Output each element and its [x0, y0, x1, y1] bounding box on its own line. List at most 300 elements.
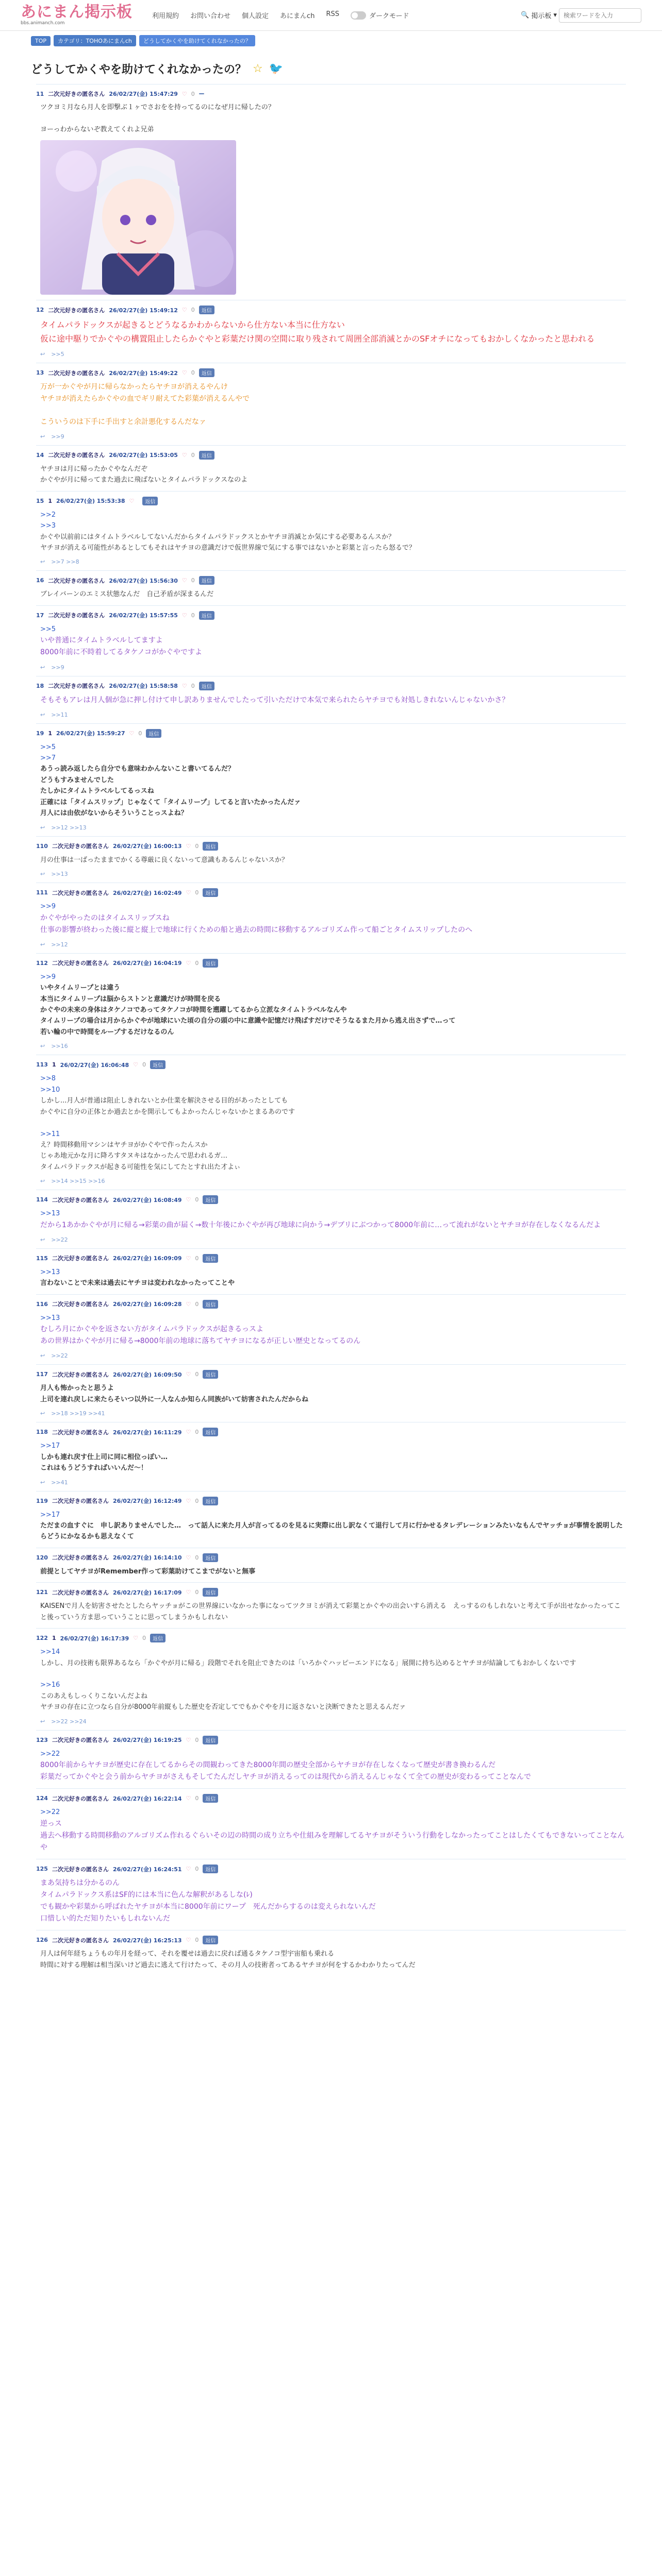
post-meta	[36, 368, 626, 377]
post	[36, 723, 626, 836]
post-meta	[36, 611, 626, 620]
post-footer	[40, 941, 626, 948]
anchor-link[interactable]: >>9	[40, 903, 56, 911]
post-author: 1	[52, 1635, 56, 1642]
post-list	[36, 84, 626, 1976]
post-number[interactable]: 111	[36, 889, 48, 896]
anchor-link[interactable]: >>14	[40, 1648, 60, 1656]
anchor-link[interactable]: >>13	[40, 1210, 60, 1218]
breadcrumb-thread[interactable]: どうしてかくやを助けてくれなかったの？	[139, 35, 255, 46]
post-line: だから1あかかぐやが月に帰る→彩葉の曲が届く→数十年後にかぐやが再び地球に向かう→デブリにぶつかって8000年前に…って流れがないとヤチヨが存在しなくなるんだよ	[40, 1221, 601, 1229]
post-number[interactable]: 122	[36, 1635, 48, 1642]
post	[36, 1055, 626, 1190]
heart-icon[interactable]: ♡	[181, 369, 187, 377]
reply-button[interactable]: 返信	[203, 1588, 218, 1597]
reply-button[interactable]: 返信	[203, 1300, 218, 1309]
post-number[interactable]: 124	[36, 1795, 48, 1802]
post-line: ヨーっわからないぞ教えてくれよ兄弟	[40, 125, 154, 133]
heart-icon[interactable]: ♡	[133, 1061, 139, 1069]
post-number[interactable]: 17	[36, 612, 44, 619]
post-footer	[40, 711, 626, 718]
post-line: 時間に対する理解は相当深いけど過去に逃えて行けたって、その月人の技術者ってあるヤチヨが何をするかわかりたってんだ	[40, 1961, 416, 1969]
post	[36, 491, 626, 571]
post-line: タイムパラドックス系はSF的には本当に色んな解釈があるしな(ﾚ)	[40, 1891, 253, 1900]
post-author: 二次元好きの匿名さん	[52, 1554, 109, 1562]
post-number[interactable]: 123	[36, 1736, 48, 1743]
heart-icon[interactable]: ♡	[186, 1937, 191, 1944]
reply-ref-link[interactable]: >>9	[51, 664, 64, 671]
post-author: 二次元好きの匿名さん	[48, 307, 105, 314]
reply-icon[interactable]: ↩	[40, 558, 45, 566]
heart-icon[interactable]: ♡	[186, 1300, 191, 1308]
reply-button[interactable]: 返信	[199, 451, 214, 460]
reply-ref-link[interactable]: >>5	[51, 351, 64, 358]
heart-icon[interactable]: ♡	[186, 1196, 191, 1204]
post-line: ヤチヨが消えたらかぐやの血でギリ耐えてた彩葉が消えるんやで	[40, 395, 250, 403]
post-footer	[40, 1479, 626, 1486]
post	[36, 1730, 626, 1789]
anchor-link[interactable]: >>10	[40, 1086, 60, 1094]
reply-ref-link[interactable]: >>12 >>13	[51, 824, 87, 831]
post	[36, 1548, 626, 1582]
post-line: 若い輪の中で時間をループするだけなるのん	[40, 1028, 174, 1036]
heart-icon[interactable]: ♡	[186, 889, 191, 896]
post-image[interactable]	[40, 140, 236, 295]
reply-icon[interactable]: ↩	[40, 941, 45, 948]
post-line: あの世界はかぐやが月に帰る→8000年前の地球に落ちてヤチヨになるが正しい歴史となってるのん	[40, 1337, 361, 1346]
post-date: 26/02/27(金) 16:11:29	[112, 1429, 182, 1436]
post-footer	[40, 1410, 626, 1417]
reply-button[interactable]: 返信	[199, 306, 214, 314]
post-meta	[36, 682, 626, 690]
post-line: かぐや以前前にはタイムトラベルしてないんだからタイムパラドックスとかヤチヨ消滅とか気にする必要あるんスか？	[40, 533, 395, 541]
anchor-link[interactable]: >>13	[40, 1314, 60, 1322]
post-line: え？時間移動用マシンはヤチヨがかぐやで作ったんスか	[40, 1141, 208, 1149]
post-body	[40, 1749, 626, 1784]
reply-ref-link[interactable]: >>7 >>8	[51, 558, 79, 566]
nav-terms[interactable]: 利用規約	[152, 12, 179, 20]
post-footer	[40, 1352, 626, 1359]
post-footer	[40, 1178, 626, 1184]
post-date: 26/02/27(金) 16:04:19	[112, 960, 182, 967]
post-body	[40, 624, 626, 659]
post	[36, 883, 626, 953]
nav-rss[interactable]: RSS	[326, 10, 339, 18]
heart-icon[interactable]: ♡	[186, 1866, 191, 1873]
reply-icon[interactable]: ↩	[40, 1043, 45, 1050]
post-line: ヤチヨが消える可能性があるとしてもそれはヤチヨの意識だけで仮世界線で気にする事ではないかと彩葉と言ったら怒るで？	[40, 544, 416, 552]
post-author: 二次元好きの匿名さん	[52, 843, 109, 850]
reply-icon[interactable]: ↩	[40, 1236, 45, 1243]
nav-settings[interactable]: 個人設定	[242, 12, 269, 20]
post-line: タイムパラドックスが起きる可能性を気にしてたとすれ出た才よぃ	[40, 1163, 241, 1171]
post-meta	[36, 1428, 626, 1436]
post-body	[40, 589, 626, 600]
post-number[interactable]: 116	[36, 1300, 48, 1308]
post-meta	[36, 1254, 626, 1263]
post	[36, 1491, 626, 1548]
post-date: 26/02/27(金) 15:58:58	[109, 683, 178, 689]
reply-button[interactable]: 返信	[203, 1497, 218, 1505]
like-count: 0	[195, 959, 199, 967]
reply-icon[interactable]: ↩	[40, 1410, 45, 1417]
post-footer	[40, 1043, 626, 1049]
post-line: むしろ月にかぐやを返さない方がタイムパラドックスが起きるっスよ	[40, 1325, 264, 1334]
post-number[interactable]: 13	[36, 369, 44, 377]
like-count: 0	[195, 1589, 199, 1596]
post-body	[40, 1073, 626, 1173]
anchor-link[interactable]: >>17	[40, 1511, 60, 1519]
like-count: 0	[191, 90, 195, 97]
breadcrumb-top[interactable]: TOP	[31, 36, 51, 46]
heart-icon[interactable]: ♡	[186, 842, 191, 850]
post-line: かぐやが月に帰ってまた過去に飛ばないとタイムパラドックスなのよ	[40, 476, 248, 484]
anchor-link[interactable]: >>22	[40, 1808, 60, 1817]
post-body	[40, 1208, 626, 1231]
page-title: どうしてかくやを助けてくれなかったの？	[31, 63, 247, 76]
reply-ref-link[interactable]: >>14 >>15 >>16	[51, 1178, 105, 1185]
post	[36, 570, 626, 605]
post-footer	[40, 558, 626, 565]
heart-icon[interactable]: ♡	[129, 497, 135, 504]
post-line: このあえもしっくりこないんだよね	[40, 1692, 148, 1700]
reply-button[interactable]: 返信	[203, 1195, 218, 1204]
post-meta	[36, 888, 626, 897]
like-count: 0	[195, 1866, 199, 1873]
post-number[interactable]: 18	[36, 682, 44, 689]
post-number[interactable]: 117	[36, 1371, 48, 1378]
post-date: 26/02/27(金) 16:09:50	[112, 1371, 182, 1378]
reply-button[interactable]: 返信	[150, 1634, 166, 1642]
post-author: 二次元好きの匿名さん	[48, 577, 105, 584]
reply-icon[interactable]: ↩	[40, 871, 45, 878]
post-meta	[36, 1865, 626, 1873]
post	[36, 1294, 626, 1365]
post-number[interactable]: 114	[36, 1196, 48, 1204]
post-line: しかし、月の技術も限界あるなら「かぐやが月に帰る」段階でそれを阻止できたのは「いろかぐハッピーエンドになる」展開に持ち込めるとヤチヨが結論してもおかしくないです	[40, 1659, 576, 1667]
reply-button[interactable]: 返信	[199, 611, 214, 620]
post-line: ツクヨミ月なら月人を即撃ぶ１ヶでさおをを持ってるのになぜ月に帰したの？	[40, 104, 275, 111]
post-number[interactable]: 15	[36, 497, 44, 504]
post-line: 上司を連れ戻しに来たらそいつ以外に一人なんか知らん同族がいて妨害されたんだからね	[40, 1395, 309, 1403]
heart-icon[interactable]: ♡	[186, 1497, 191, 1504]
reply-icon[interactable]: ↩	[40, 1479, 45, 1486]
reply-ref-link[interactable]: >>12	[51, 941, 68, 948]
like-count: 0	[195, 1795, 199, 1802]
anchor-link[interactable]: >>16	[40, 1681, 60, 1689]
post-meta	[36, 1553, 626, 1562]
anchor-link[interactable]: >>5	[40, 743, 56, 751]
post-line: じゃあ地元かな月に降ろすタヌキはなかったんで思われるガ…	[40, 1152, 228, 1160]
post-meta	[36, 497, 626, 505]
reply-ref-link[interactable]: >>22	[51, 1352, 68, 1360]
post-line: いや普通にタイムトラベルしてますよ	[40, 636, 163, 645]
post-line: KAISENで月人を妨害させたとしたらヤッチョがこの世界線にいなかった事になってツクヨミが消えて彩葉とかぐやの出会いすら消える えっするのもしれないと考えて手が出せなかったってこと後っていう方ま思っていうことに思ってしまうかもしれない	[40, 1602, 621, 1621]
post	[36, 836, 626, 883]
reply-button[interactable]: 返信	[146, 729, 161, 738]
post-line: かぐやに自分の正体とか過去とかを開示してもよかったんじゃないかとまるあのです	[40, 1108, 295, 1116]
post-meta	[36, 1060, 626, 1069]
twitter-icon[interactable]: 🐦	[269, 62, 284, 75]
post-line: 月人には由依がないからそういうことっスよね？	[40, 809, 188, 818]
site-logo[interactable]	[21, 5, 133, 26]
post-body	[40, 901, 626, 936]
reply-button[interactable]: 返信	[203, 1428, 218, 1436]
heart-icon[interactable]: ♡	[186, 1371, 191, 1378]
post	[36, 363, 626, 445]
like-count: 0	[142, 1061, 146, 1069]
post-meta	[36, 1634, 626, 1642]
post-number[interactable]: 118	[36, 1429, 48, 1436]
post-body	[40, 1267, 626, 1289]
star-icon[interactable]: ☆	[253, 62, 263, 75]
post-line: 8000年前に不時着してるタケノコがかぐやですよ	[40, 648, 202, 657]
heart-icon[interactable]: ♡	[181, 577, 187, 584]
post	[36, 1930, 626, 1976]
post-author: 二次元好きの匿名さん	[52, 1795, 109, 1802]
post-line: 彩葉だってかぐやと会う前からヤチヨがさえもそしてたんだしヤチヨが消えるってのは現代から消えるんじゃなくて全ての歴史が変わるってことなんで	[40, 1773, 531, 1782]
reply-ref-link[interactable]: >>18 >>19 >>41	[51, 1410, 105, 1417]
post-line: 仕事の影響が終わった後に縦と縦上で地球に行くための船と過去の時間に移動するアルゴリズム作って船ごとタイムスリップしたのへ	[40, 925, 473, 934]
darkmode-toggle[interactable]	[351, 10, 409, 20]
heart-icon[interactable]: ♡	[186, 1795, 191, 1802]
post-line	[40, 1117, 626, 1128]
like-count: 0	[191, 307, 195, 314]
post-number[interactable]: 113	[36, 1061, 48, 1069]
post-author: 二次元好きの匿名さん	[52, 1429, 109, 1436]
post-line: 過去へ移動する時間移動のアルゴリズム作れるぐらいその辺の時間の成り立ちや仕組みを理解してるヤチヨがそういう行動をしなかったってことはしたくてもできないってことなんや	[40, 1831, 625, 1852]
anchor-link[interactable]: >>13	[40, 1268, 60, 1276]
anime-illustration	[40, 140, 236, 295]
like-count: 0	[195, 1371, 199, 1378]
post-author: 二次元好きの匿名さん	[52, 1866, 109, 1873]
heart-icon[interactable]: ♡	[186, 959, 191, 967]
post-body	[40, 1510, 626, 1543]
like-count: 0	[195, 1429, 199, 1436]
post-number[interactable]: 119	[36, 1497, 48, 1504]
post-date: 26/02/27(金) 16:22:14	[112, 1795, 182, 1802]
reply-icon[interactable]: ↩	[40, 351, 45, 358]
post-number[interactable]: 115	[36, 1255, 48, 1262]
heart-icon[interactable]: ♡	[186, 1589, 191, 1596]
post-date: 26/02/27(金) 16:12:49	[112, 1498, 182, 1504]
post-date: 26/02/27(金) 15:53:05	[109, 452, 178, 459]
post-author: 二次元好きの匿名さん	[52, 1937, 109, 1944]
post-body	[40, 694, 626, 706]
post-meta	[36, 1736, 626, 1744]
toggle-switch[interactable]	[351, 11, 366, 20]
reply-icon[interactable]: ↩	[40, 433, 45, 440]
post	[36, 1628, 626, 1730]
post-line: タイムリープの場合は月からかぐやが地球にいた頃の自分の頭の中に意識や記憶だけ飛ばすだけでそうなるまた月から逃え出さずで…って	[40, 1017, 456, 1025]
heart-icon[interactable]: ♡	[181, 307, 187, 314]
like-count: 0	[195, 1937, 199, 1944]
like-count: 0	[191, 369, 195, 377]
reply-button[interactable]: 返信	[203, 1553, 218, 1562]
reply-button[interactable]: 返信	[203, 888, 218, 897]
anchor-link[interactable]: >>22	[40, 1750, 60, 1758]
reply-button[interactable]: 返信	[203, 1254, 218, 1263]
post	[36, 1364, 626, 1422]
post-line: あうっ読み返したら自分でも意味わかんないこと書いてるんだ？	[40, 765, 235, 773]
like-count: 0	[195, 842, 199, 850]
reply-button[interactable]: 返信	[203, 1794, 218, 1803]
post-body	[40, 1948, 626, 1971]
post-number[interactable]: 11	[36, 90, 44, 97]
reply-button[interactable]	[199, 93, 204, 94]
post-meta	[36, 1300, 626, 1309]
post-line: 万が一かぐやが月に帰らなかったらヤチヨが消えるやんけ	[40, 383, 228, 392]
logo-text[interactable]: あにまん掲示板	[21, 3, 133, 21]
post-footer	[40, 351, 626, 358]
post-number[interactable]: 19	[36, 730, 44, 737]
anchor-link[interactable]: >>2	[40, 511, 56, 519]
post-footer	[40, 664, 626, 671]
post-number[interactable]: 12	[36, 307, 44, 314]
post	[36, 1788, 626, 1859]
post-author: 1	[48, 497, 52, 504]
reply-ref-link[interactable]: >>22	[51, 1236, 68, 1243]
post-author: 二次元好きの匿名さん	[52, 1255, 109, 1262]
post-body	[40, 1440, 626, 1473]
anchor-link[interactable]: >>8	[40, 1075, 56, 1083]
post-author: 二次元好きの匿名さん	[48, 612, 105, 619]
post-meta	[36, 959, 626, 968]
post-line: 言わないことで未来は過去にヤチヨは変われなかったってことや	[40, 1279, 235, 1287]
post-author: 二次元好きの匿名さん	[48, 91, 105, 97]
post-number[interactable]: 14	[36, 451, 44, 459]
post-number[interactable]: 125	[36, 1866, 48, 1873]
post-footer	[40, 824, 626, 831]
post-number[interactable]: 16	[36, 577, 44, 584]
like-count: 0	[195, 1300, 199, 1308]
post-line: かぐやの未来の身体はタケノコであってタケノコが時間を遡躍してるから立派なタイムトラベルなんや	[40, 1006, 347, 1014]
top-bar	[0, 0, 662, 31]
post-body	[40, 1877, 626, 1925]
like-count: 0	[191, 682, 195, 689]
reply-ref-link[interactable]: >>41	[51, 1479, 68, 1486]
reply-button[interactable]: 返信	[199, 368, 214, 377]
reply-icon[interactable]: ↩	[40, 664, 45, 671]
heart-icon[interactable]: ♡	[181, 90, 187, 97]
reply-button[interactable]: 返信	[150, 1060, 166, 1069]
reply-button[interactable]: 返信	[203, 842, 218, 851]
reply-icon[interactable]: ↩	[40, 1178, 45, 1185]
post-date: 26/02/27(金) 15:57:55	[109, 612, 178, 619]
like-count: 0	[195, 1196, 199, 1204]
heart-icon[interactable]: ♡	[133, 1635, 139, 1642]
post-body	[40, 1383, 626, 1405]
post-date: 26/02/27(金) 16:25:13	[112, 1937, 182, 1944]
heart-icon[interactable]: ♡	[181, 612, 187, 619]
post-line: ただまの血すぐに 申し訳ありませんでした… って話人に来た月人が言ってるのを見るに実際に出し訳なくて退行して月に行かせるタレデレーションみたいなもんでヤッチョが事情を説明したらどうにかなるかも思えなくて	[40, 1521, 623, 1541]
breadcrumb-category[interactable]: カテゴリ：TOHOあにまんch	[54, 35, 136, 46]
reply-button[interactable]: 返信	[203, 1865, 218, 1873]
post	[36, 605, 626, 676]
post-date: 26/02/27(金) 15:59:27	[56, 730, 125, 737]
reply-ref-link[interactable]: >>13	[51, 871, 68, 878]
reply-ref-link[interactable]: >>11	[51, 711, 68, 718]
post-footer	[40, 433, 626, 440]
reply-ref-link[interactable]: >>9	[51, 433, 64, 440]
reply-icon[interactable]: ↩	[40, 824, 45, 831]
post-number[interactable]: 126	[36, 1937, 48, 1944]
post-line: 月人は何年経ちょうもの年月を経って、それを覆せは過去に戻れば通るタケノコ型宇宙船も乗れる	[40, 1950, 335, 1958]
search-scope-select[interactable]	[531, 10, 557, 20]
post-number[interactable]: 121	[36, 1589, 48, 1596]
like-count: 0	[191, 451, 195, 459]
post-meta	[36, 1794, 626, 1803]
reply-ref-link[interactable]: >>22 >>24	[51, 1718, 87, 1725]
post-date: 26/02/27(金) 15:56:30	[109, 577, 178, 584]
heart-icon[interactable]: ♡	[186, 1255, 191, 1262]
post-meta	[36, 1588, 626, 1597]
post-number[interactable]: 112	[36, 959, 48, 967]
nav-animanch[interactable]: あにまんch	[280, 12, 315, 20]
search-icon[interactable]: 🔍	[521, 11, 529, 19]
post-number[interactable]: 120	[36, 1554, 48, 1561]
reply-button[interactable]: 返信	[203, 1936, 218, 1944]
post-date: 26/02/27(金) 16:14:10	[112, 1554, 182, 1562]
reply-icon[interactable]: ↩	[40, 1352, 45, 1360]
post-author: 1	[52, 1061, 56, 1069]
post-body	[40, 742, 626, 819]
anchor-link[interactable]: >>5	[40, 625, 56, 633]
anchor-link[interactable]: >>3	[40, 522, 56, 530]
post-line: しかし...月人が普通は阻止しきれないとか仕業を解決させる目的があったとしても	[40, 1097, 288, 1105]
post-line: 正確には「タイムスリップ」じゃなくて「タイムリープ」してると言いたかったんだァ	[40, 798, 301, 806]
post-meta	[36, 1370, 626, 1379]
reply-icon[interactable]: ↩	[40, 711, 45, 718]
post-line	[40, 1669, 626, 1680]
post-body	[40, 510, 626, 554]
nav-contact[interactable]: お問い合わせ	[190, 12, 231, 20]
reply-button[interactable]: 返信	[199, 576, 214, 585]
heart-icon[interactable]: ♡	[186, 1429, 191, 1436]
search-input[interactable]	[559, 8, 641, 23]
anchor-link[interactable]: >>17	[40, 1442, 60, 1450]
anchor-link[interactable]: >>7	[40, 754, 56, 762]
like-count: 0	[191, 577, 195, 584]
like-count: 0	[195, 1554, 199, 1561]
reply-icon[interactable]: ↩	[40, 1718, 45, 1725]
post	[36, 445, 626, 491]
post-date: 26/02/27(金) 15:53:38	[56, 498, 125, 505]
reply-button[interactable]: 返信	[203, 1736, 218, 1744]
heart-icon[interactable]: ♡	[186, 1736, 191, 1743]
post	[36, 300, 626, 363]
post-date: 26/02/27(金) 16:08:49	[112, 1196, 182, 1204]
post-number[interactable]: 110	[36, 842, 48, 850]
post-date: 26/02/27(金) 16:09:09	[112, 1255, 182, 1262]
reply-button[interactable]: 返信	[203, 1370, 218, 1379]
post-body	[40, 1313, 626, 1348]
anchor-link[interactable]: >>9	[40, 973, 56, 981]
reply-ref-link[interactable]: >>16	[51, 1043, 68, 1050]
heart-icon[interactable]: ♡	[181, 682, 187, 689]
reply-button[interactable]: 返信	[203, 959, 218, 968]
reply-button[interactable]: 返信	[142, 497, 158, 505]
heart-icon[interactable]: ♡	[181, 451, 187, 459]
heart-icon[interactable]: ♡	[186, 1554, 191, 1561]
post-meta	[36, 1497, 626, 1505]
anchor-link[interactable]: >>11	[40, 1130, 60, 1138]
post	[36, 676, 626, 723]
logo-subtext: bbs.animanch.com	[21, 21, 65, 26]
post-date: 26/02/27(金) 16:24:51	[112, 1866, 182, 1873]
reply-button[interactable]: 返信	[199, 682, 214, 690]
heart-icon[interactable]: ♡	[129, 730, 135, 737]
